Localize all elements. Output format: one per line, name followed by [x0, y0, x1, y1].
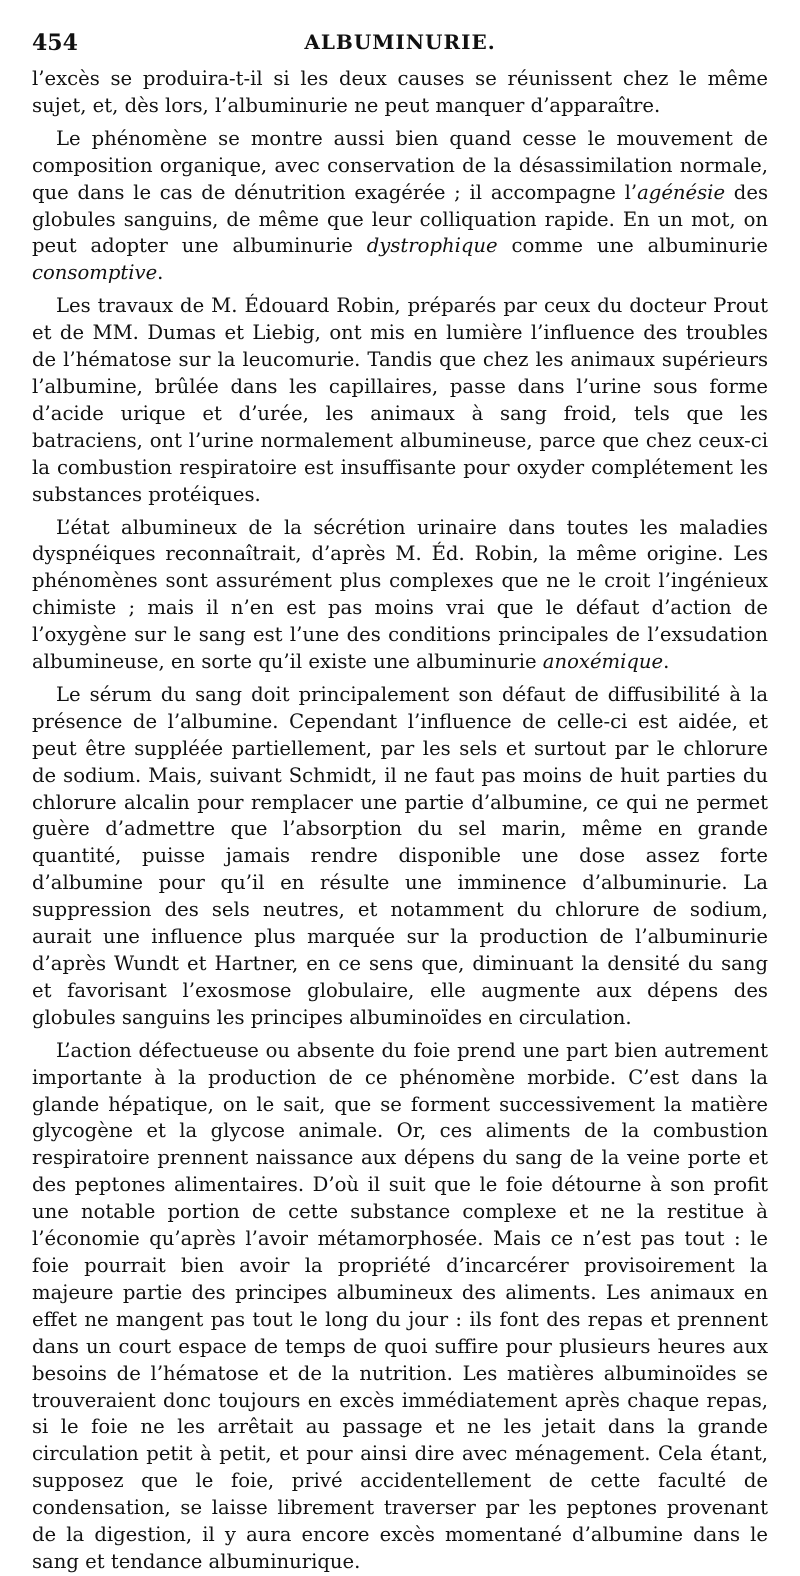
- text-run: .: [663, 650, 670, 674]
- text-run: l’excès se produira-t-il si les deux causes se réunissent chez le même sujet, et, dès lors, l’albuminurie ne peut manquer d’apparaître.: [32, 67, 768, 117]
- running-title: ALBUMINURIE.: [304, 30, 496, 54]
- page-header: [32, 30, 768, 64]
- text-run: des globules sanguins, de même que leur colliquation rapide. En un mot, on peut adopter une albuminurie: [32, 180, 769, 258]
- page-number: 454: [32, 30, 78, 56]
- paragraph: [32, 66, 768, 120]
- text-run: Le sérum du sang doit principalement son défaut de diffusibilité à la présence de l’albumine. Cependant l’influence de celle-ci est aidée, et peut être suppléée partiellement, par les sels et surtout par le chlorure de sodium. Mais, suivant Schmidt, il ne faut pas moins de huit parties du chlorure alcalin pour remplacer une partie d’albumine, ce qui ne permet guère d’admettre que l’absorption du sel marin, même en grande quantité, puisse jamais rendre disponible une dose assez forte d’albumine pour qu’il en résulte une imminence d’albuminurie. La suppression des sels neutres, et notamment du chlorure de sodium, aurait une influence plus marquée sur la production de l’albuminurie d’après Wundt et Hartner, en ce sens que, diminuant la densité du sang et favorisant l’exosmose globulaire, elle augmente aux dépens des globules sanguins les principes albuminoïdes en circulation.: [32, 682, 768, 1029]
- paragraph: [32, 515, 768, 676]
- paragraph: [32, 126, 768, 287]
- paragraph: [32, 293, 768, 508]
- italic-term: consomptive: [32, 261, 158, 285]
- body-text: [32, 66, 768, 1576]
- italic-term: agénésie: [637, 180, 726, 204]
- text-run: L’action défectueuse ou absente du foie prend une part bien autrement importante à la production de ce phénomène morbide. C’est dans la glande hépatique, on le sait, que se forment successivement la matière glycogène et la glycose animale. Or, ces aliments de la combustion respiratoire prennent naissance aux dépens du sang de la veine porte et des peptones alimentaires. D’où il suit que le foie détourne à son profit une notable portion de cette substance complexe et ne la restitue à l’économie qu’après l’avoir métamorphosée. Mais ce n’est pas tout : le foie pourrait bien avoir la propriété d’incarcérer provisoirement la majeure partie des principes albumineux des aliments. Les animaux en effet ne mangent pas tout le long du jour : ils font des repas et prennent dans un court espace de temps de quoi suffire pour plusieurs heures aux besoins de l’hématose et de la nutrition. Les matières albuminoïdes se trouveraient donc toujours en excès immédiatement après chaque repas, si le foie ne les arrêtait au passage et ne les jetait dans la grande circulation petit à petit, et pour ainsi dire avec ménagement. Cela étant, supposez que le foie, privé accidentellement de cette faculté de condensation, se laisse librement traverser par les peptones provenant de la digestion, il y aura encore excès momentané d’albumine dans le sang et tendance albuminurique.: [32, 1038, 768, 1573]
- paragraph: [32, 682, 768, 1032]
- text-run: L’état albumineux de la sécrétion urinaire dans toutes les maladies dyspnéiques reconnaîtrait, d’après M. Éd. Robin, la même origine. Les phénomènes sont assurément plus complexes que ne le croit l’ingénieux chimiste ; mais il n’en est pas moins vrai que le défaut d’action de l’oxygène sur le sang est l’une des conditions principales de l’exsudation albumineuse, en sorte qu’il existe une albuminurie: [32, 515, 768, 674]
- text-run: .: [157, 261, 164, 285]
- italic-term: anoxémique: [542, 650, 664, 674]
- text-run: comme une albuminurie: [497, 234, 769, 258]
- text-run: Le phénomène se montre aussi bien quand cesse le mouvement de composition organique, avec conservation de la désassimilation normale, que dans le cas de dénutrition exagérée ; il accompagne l’: [32, 126, 768, 204]
- paragraph: [32, 1038, 768, 1576]
- italic-term: dystrophique: [366, 234, 498, 258]
- text-run: Les travaux de M. Édouard Robin, préparés par ceux du docteur Prout et de MM. Dumas et Liebig, ont mis en lumière l’influence des troubles de l’hématose sur la leucomurie. Tandis que chez les animaux supérieurs l’albumine, brûlée dans les capillaires, passe dans l’urine sous forme d’acide urique et d’urée, les animaux à sang froid, tels que les batraciens, ont l’urine normalement albumineuse, parce que chez ceux-ci la combustion respiratoire est insuffisante pour oxyder complétement les substances protéiques.: [32, 294, 768, 506]
